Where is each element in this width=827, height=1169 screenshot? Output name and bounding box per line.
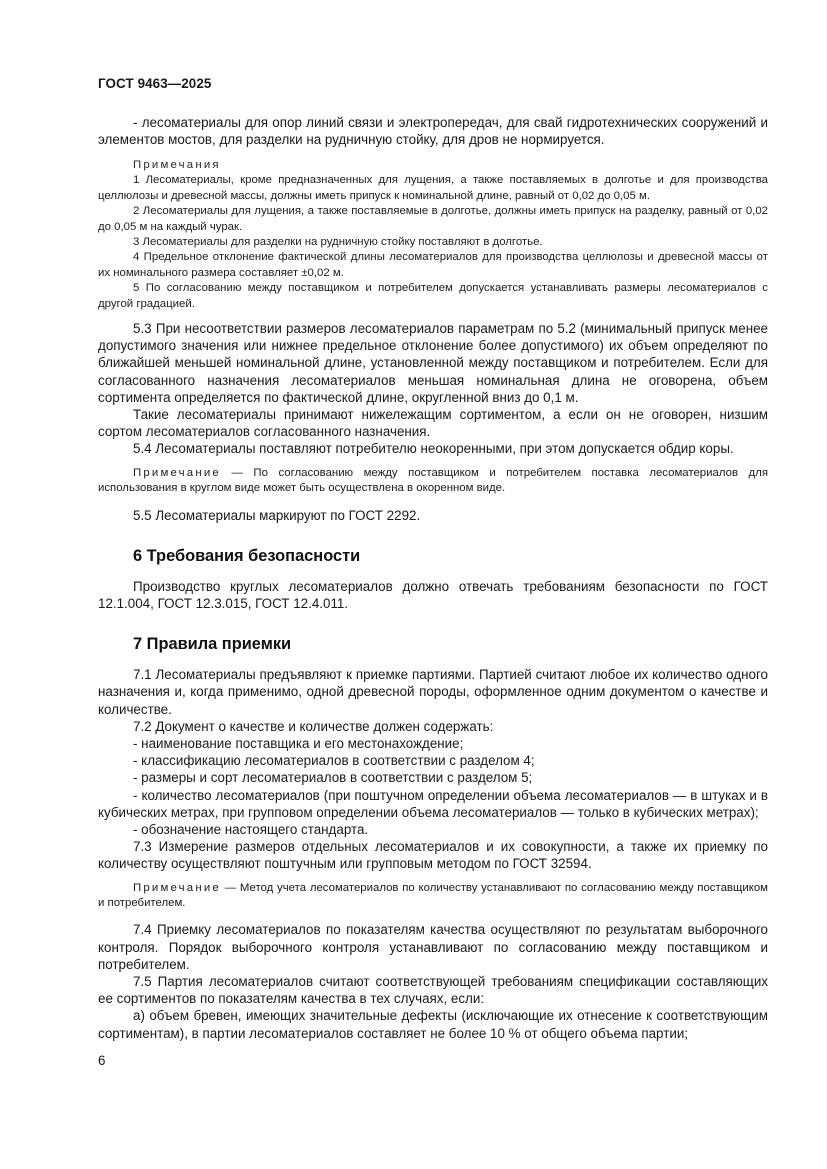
- note-clause-7-3: [98, 881, 768, 912]
- clause-7-3: 7.3 Измерение размеров отдельных лесоматериалов и их совокупности, а также их приемку по количеству осуществляют поштучным или групповым методом по ГОСТ 32594.: [98, 839, 768, 872]
- section-6-heading: 6 Требования безопасности: [133, 546, 361, 565]
- clause-7-5: 7.5 Партия лесоматериалов считают соответствующей требованиям спецификации составляющих ее сортиментов по показателям качества в тех случаях, если:: [98, 973, 768, 1007]
- note-text: — Метод учета лесоматериалов по количеству устанавливают по согласованию между поставщиком и потребителем.: [98, 881, 768, 909]
- list-item-quantity: - количество лесоматериалов (при поштучном определении объема лесоматериалов — в штуках и в кубических метрах, при групповом определении объема лесоматериалов — только в кубических метрах);: [98, 787, 768, 820]
- note-label: Примечание: [133, 881, 221, 894]
- note-item-3: 3 Лесоматериалы для разделки на рудничную стойку поставляют в долготье.: [133, 236, 543, 249]
- clause-7-2: 7.2 Документ о качестве и количестве должен содержать:: [133, 718, 494, 734]
- note-item-5: 5 По согласованию между поставщиком и потребителем допускается устанавливать размеры лесоматериалов с другой градацией.: [98, 282, 768, 310]
- note-item-2: 2 Лесоматериалы для лущения, а также поставляемые в долготье, должны иметь припуск на разделку, равный от 0,02 до 0,05 м на каждый чурак.: [98, 205, 768, 233]
- section-7-heading: 7 Правила приемки: [133, 635, 292, 654]
- page-number: 6: [98, 1053, 106, 1068]
- clause-7-4: 7.4 Приемку лесоматериалов по показателям качества осуществляют по результатам выборочного контроля. Порядок выборочного контроля устанавливают по согласованию между поставщиком и потребителем.: [98, 922, 768, 972]
- document-body: [98, 114, 768, 1042]
- list-item-supplier: - наименование поставщика и его местонахождение;: [133, 735, 464, 751]
- document-header: ГОСТ 9463—2025: [98, 76, 212, 91]
- section-6-paragraph: Производство круглых лесоматериалов должно отвечать требованиям безопасности по ГОСТ 12.1.004, ГОСТ 12.3.015, ГОСТ 12.4.011.: [98, 578, 768, 611]
- list-item-standard: - обозначение настоящего стандарта.: [133, 821, 369, 837]
- clause-5-5: 5.5 Лесоматериалы маркируют по ГОСТ 2292.: [133, 507, 421, 523]
- clause-7-1: 7.1 Лесоматериалы предъявляют к приемке партиями. Партией считают любое их количество одного назначения и, когда применимо, одной древесной породы, оформленное одним документом о качестве и количестве.: [98, 667, 768, 717]
- intro-paragraph: - лесоматериалы для опор линий связи и электропередач, для свай гидротехнических сооружений и элементов мостов, для разделки на рудничную стойку, для дров не нормируется.: [98, 115, 768, 148]
- notes-title: Примечания: [133, 159, 221, 172]
- note-text: — По согласованию между поставщиком и потребителем поставка лесоматериалов для использования в круглом виде может быть осуществлена в окоренном виде.: [98, 466, 768, 495]
- note-item-1: 1 Лесоматериалы, кроме предназначенных для лущения, а также поставляемых в долготье и для производства целлюлозы и древесной массы, должны иметь припуск к номинальной длине, равный от 0,02 до 0,05 м.: [98, 174, 768, 202]
- clause-5-4: 5.4 Лесоматериалы поставляют потребителю неокоренными, при этом допускается обдир коры.: [133, 441, 734, 457]
- list-item-sizes: - размеры и сорт лесоматериалов в соответствии с разделом 5;: [133, 770, 533, 786]
- clause-5-3-continued: Такие лесоматериалы принимают нижележащим сортиментом, а если он не оговорен, низшим сортом лесоматериалов согласованного назначения.: [98, 407, 768, 440]
- note-label: Примечание: [133, 466, 221, 479]
- clause-5-3: 5.3 При несоответствии размеров лесоматериалов параметрам по 5.2 (минимальный припуск менее допустимого значения или нижнее предельное отклонение более допустимого) их объем определяют по ближайшей меньшей номинальной длине, установленной между поставщиком и потребителем. Если для согласованного назначения лесоматериалов меньшая номинальная длина не оговорена, объем сортимента определяется по фактической длине, округленной вниз до 0,1 м.: [98, 321, 768, 405]
- note-item-4: 4 Предельное отклонение фактической длины лесоматериалов для производства целлюлозы и древесной массы от их номинального размера составляет ±0,02 м.: [98, 251, 768, 279]
- note-clause-5-4: [98, 466, 768, 497]
- list-item-classification: - классификацию лесоматериалов в соответствии с разделом 4;: [133, 753, 535, 769]
- clause-7-5-a: а) объем бревен, имеющих значительные дефекты (исключающие их отнесение к соответствующим сортиментам), в партии лесоматериалов составляет не более 10 % от общего объема партии;: [98, 1008, 768, 1041]
